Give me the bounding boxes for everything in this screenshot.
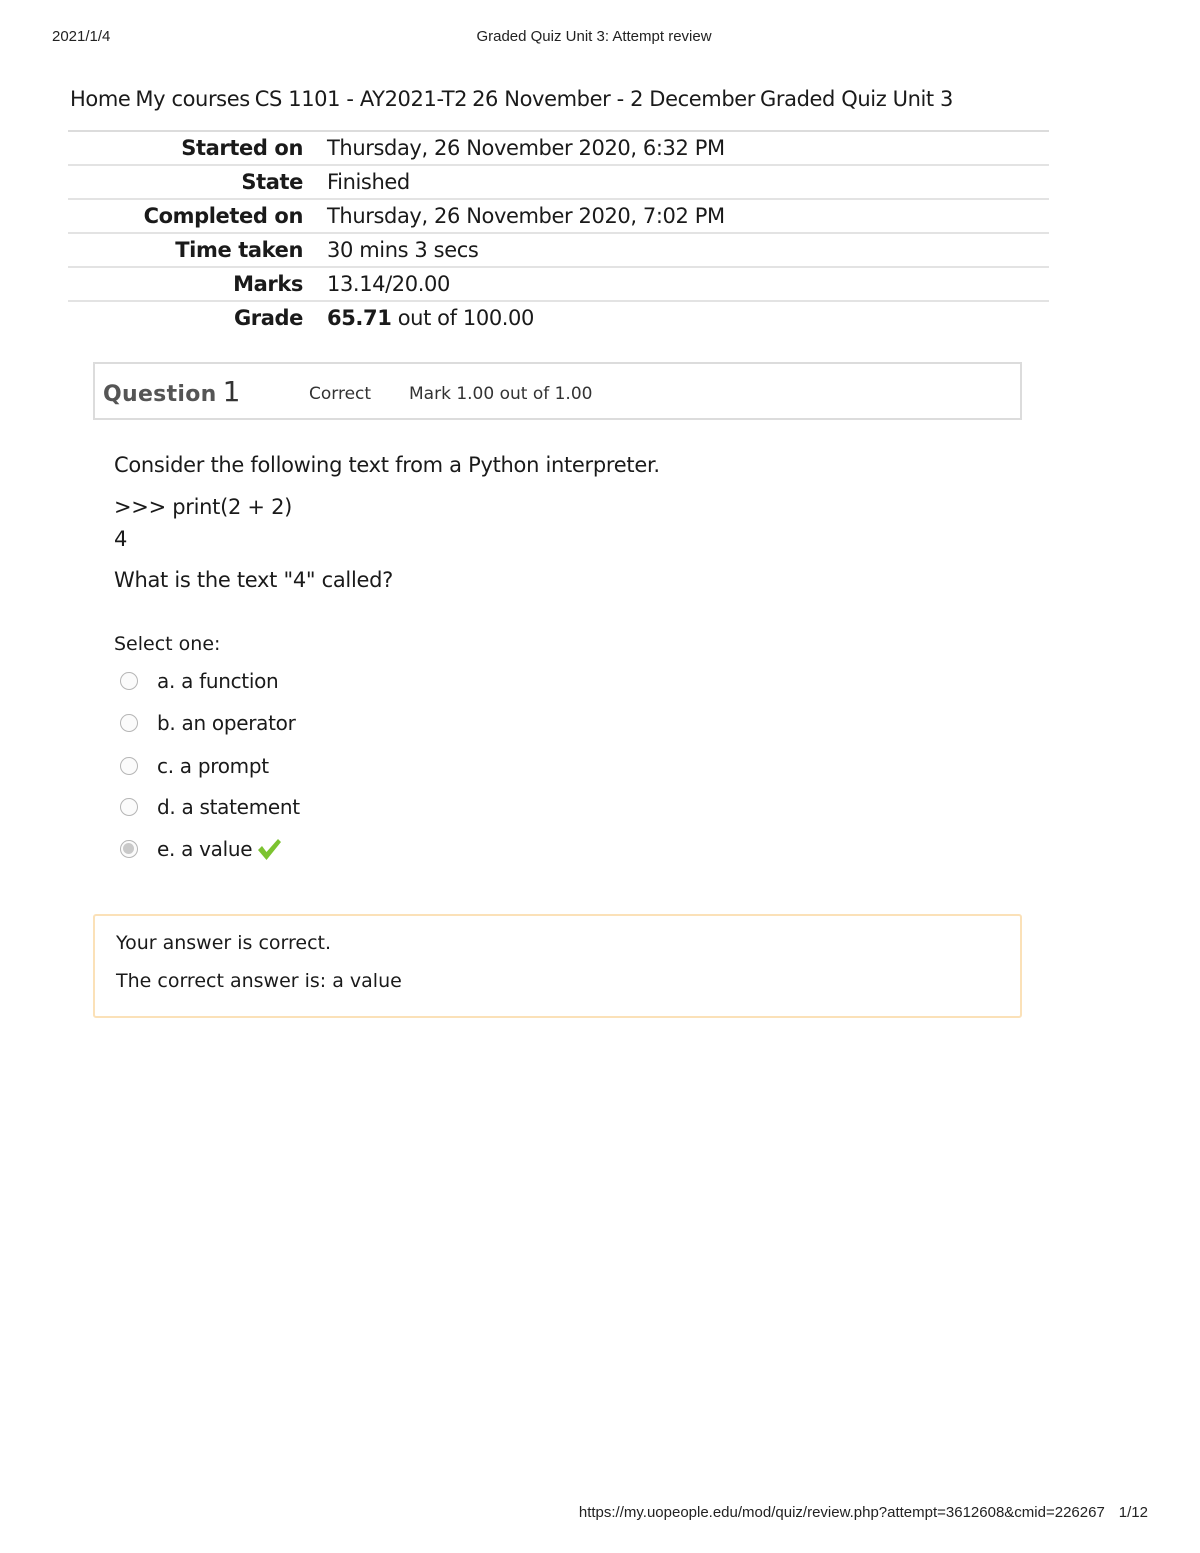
- question-code-output: 4: [114, 527, 128, 551]
- breadcrumb-section[interactable]: 26 November - 2 December: [472, 87, 755, 111]
- summary-value: Thursday, 26 November 2020, 6:32 PM: [327, 136, 725, 160]
- print-title: [0, 28, 1200, 45]
- breadcrumb-quiz[interactable]: Graded Quiz Unit 3: [760, 87, 953, 111]
- radio-button[interactable]: [120, 798, 138, 816]
- question-text-ask: What is the text "4" called?: [114, 568, 393, 592]
- feedback-correctness: Your answer is correct.: [116, 932, 332, 954]
- answer-label: c. a prompt: [157, 754, 269, 778]
- radio-button-selected[interactable]: [120, 840, 138, 858]
- summary-value: [327, 306, 534, 330]
- feedback-box: [93, 914, 1022, 1018]
- question-title: [103, 375, 241, 408]
- summary-label: State: [241, 170, 303, 194]
- breadcrumb-my-courses[interactable]: My courses: [135, 87, 250, 111]
- radio-button[interactable]: [120, 714, 138, 732]
- question-state: Correct: [309, 384, 372, 404]
- summary-value: 30 mins 3 secs: [327, 238, 479, 262]
- radio-button[interactable]: [120, 757, 138, 775]
- print-footer-url: https://my.uopeople.edu/mod/quiz/review.php?attempt=3612608&cmid=226267: [578, 1504, 1105, 1521]
- print-footer: [579, 1504, 1148, 1521]
- answer-option-d[interactable]: [120, 792, 300, 822]
- question-info-box: [93, 362, 1022, 420]
- answer-option-c[interactable]: [120, 751, 269, 781]
- answer-option-b[interactable]: [120, 708, 296, 738]
- summary-row-started: [68, 130, 1049, 164]
- summary-row-marks: [68, 266, 1049, 300]
- answer-label: d. a statement: [157, 795, 300, 819]
- summary-row-completed: [68, 198, 1049, 232]
- question-title-label: Question: [103, 382, 217, 407]
- print-title-text: Graded Quiz Unit 3: Attempt review: [476, 28, 712, 45]
- summary-label: Started on: [181, 136, 303, 160]
- answer-label: b. an operator: [157, 711, 296, 735]
- print-date: 2021/1/4: [52, 28, 111, 45]
- summary-value: 13.14/20.00: [327, 272, 450, 296]
- question-code-line: >>> print(2 + 2): [114, 495, 293, 519]
- summary-row-grade: [68, 300, 1049, 334]
- attempt-summary-table: [68, 130, 1049, 334]
- summary-label: Completed on: [143, 204, 303, 228]
- answer-option-e[interactable]: [120, 834, 282, 864]
- breadcrumb-home[interactable]: Home: [70, 87, 131, 111]
- breadcrumb-course[interactable]: CS 1101 - AY2021-T2: [254, 87, 468, 111]
- question-number: 1: [222, 375, 241, 408]
- select-one-prompt: Select one:: [114, 633, 221, 655]
- radio-button[interactable]: [120, 672, 138, 690]
- summary-value: Thursday, 26 November 2020, 7:02 PM: [327, 204, 725, 228]
- feedback-right-answer: The correct answer is: a value: [116, 970, 402, 992]
- summary-label: Marks: [233, 272, 303, 296]
- check-icon: [256, 836, 282, 862]
- print-header: [0, 28, 1200, 50]
- summary-label: Time taken: [175, 238, 303, 262]
- summary-label: Grade: [233, 306, 303, 330]
- grade-score: 65.71: [327, 306, 392, 330]
- answer-label: a. a function: [157, 669, 279, 693]
- grade-out-of: out of 100.00: [391, 306, 534, 330]
- question-grade: Mark 1.00 out of 1.00: [409, 384, 593, 404]
- summary-row-state: [68, 164, 1049, 198]
- print-footer-page-number: 1/12: [1118, 1504, 1148, 1521]
- answer-option-a[interactable]: [120, 666, 278, 696]
- question-text-intro: Consider the following text from a Python interpreter.: [114, 453, 660, 477]
- summary-row-time-taken: [68, 232, 1049, 266]
- breadcrumb: [70, 87, 958, 111]
- answer-label: e. a value: [157, 837, 253, 861]
- summary-value: Finished: [327, 170, 410, 194]
